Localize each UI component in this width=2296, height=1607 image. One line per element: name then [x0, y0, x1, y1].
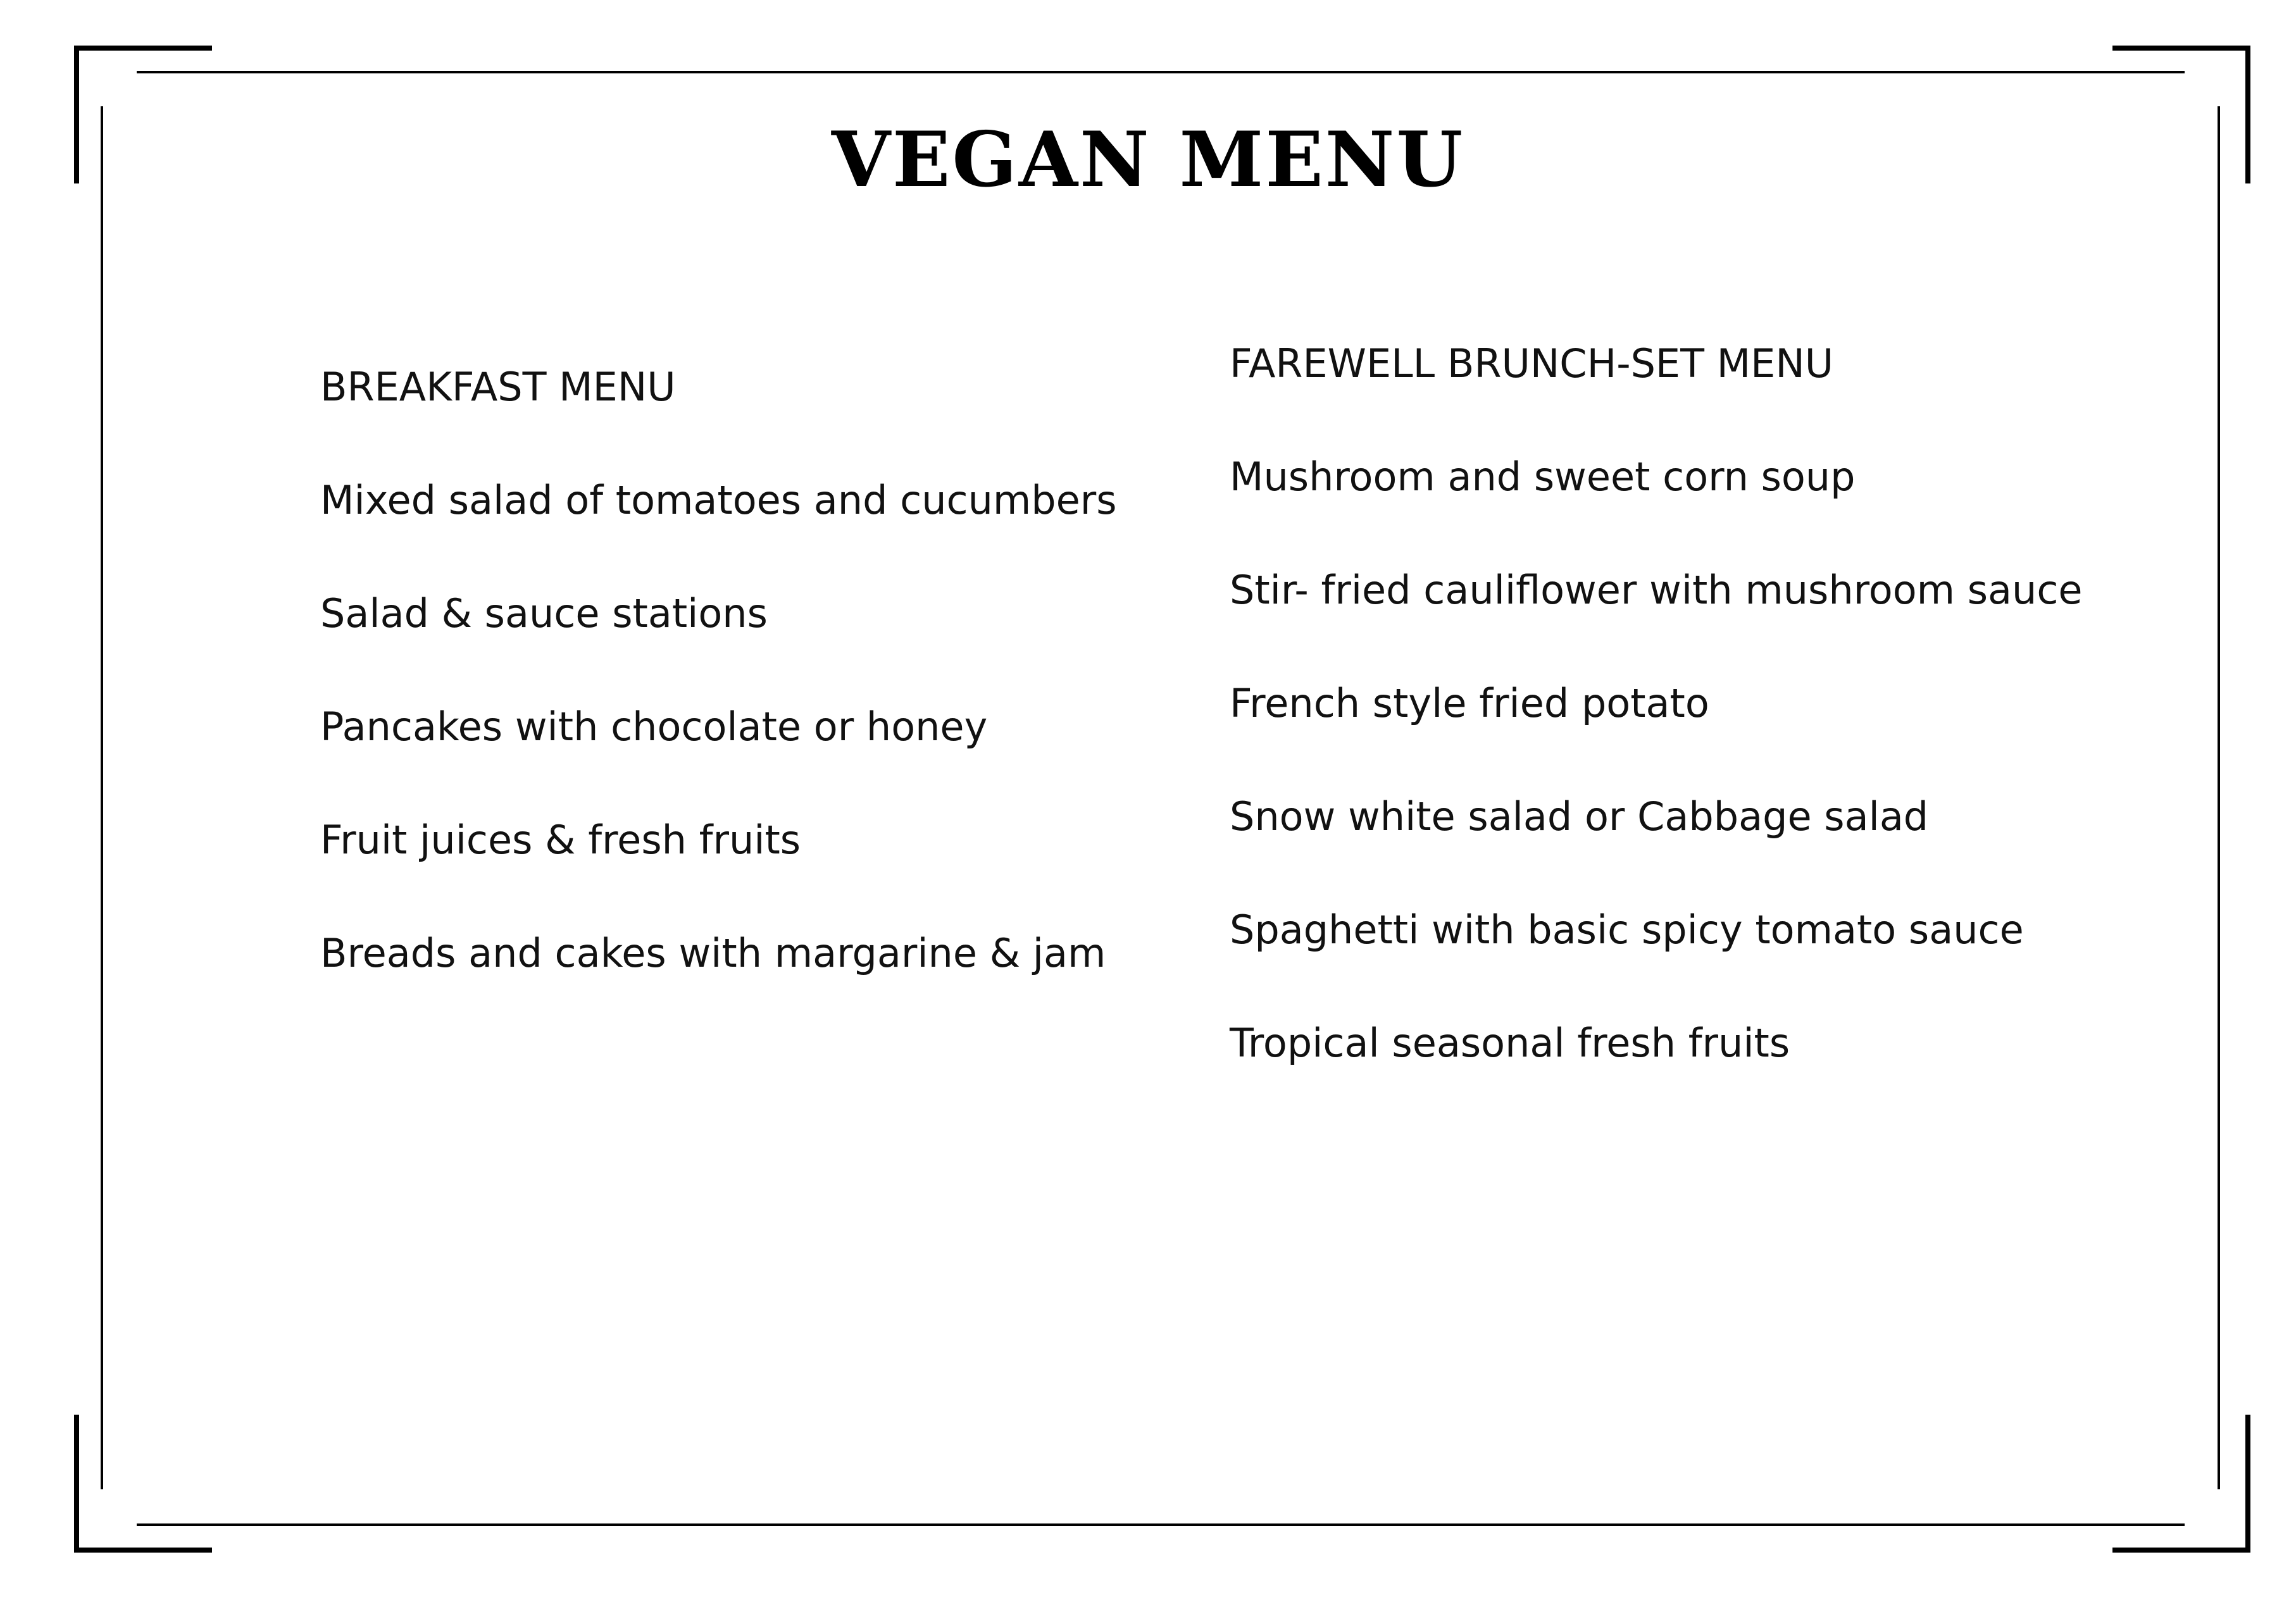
breakfast-menu-section — [320, 364, 1117, 1043]
menu-title: VEGAN MENU — [831, 115, 1465, 204]
border-bottom-line — [137, 1523, 2185, 1526]
breakfast-item: Fruit juices & fresh fruits — [320, 817, 801, 863]
brunch-menu-section — [1230, 340, 2083, 1133]
breakfast-item: Salad & sauce stations — [320, 590, 768, 636]
breakfast-menu-heading: BREAKFAST MENU — [320, 364, 676, 410]
border-right-line — [2218, 106, 2220, 1489]
border-left-line — [101, 106, 103, 1489]
brunch-item: Spaghetti with basic spicy tomato sauce — [1230, 907, 2024, 953]
breakfast-item: Pancakes with chocolate or honey — [320, 704, 988, 750]
brunch-item: Tropical seasonal fresh fruits — [1230, 1020, 1790, 1066]
border-top-line — [137, 71, 2185, 73]
breakfast-item: Mixed salad of tomatoes and cucumbers — [320, 477, 1117, 523]
brunch-item: Mushroom and sweet corn soup — [1230, 454, 1856, 500]
breakfast-item: Breads and cakes with margarine & jam — [320, 930, 1106, 976]
corner-bracket-bottom-right — [2112, 1415, 2250, 1553]
brunch-item: French style fried potato — [1230, 680, 1709, 726]
corner-bracket-bottom-left — [74, 1415, 212, 1553]
brunch-item: Snow white salad or Cabbage salad — [1230, 793, 1929, 840]
brunch-menu-heading: FAREWELL BRUNCH-SET MENU — [1230, 340, 1834, 387]
brunch-item: Stir- fried cauliflower with mushroom sauce — [1230, 567, 2083, 613]
